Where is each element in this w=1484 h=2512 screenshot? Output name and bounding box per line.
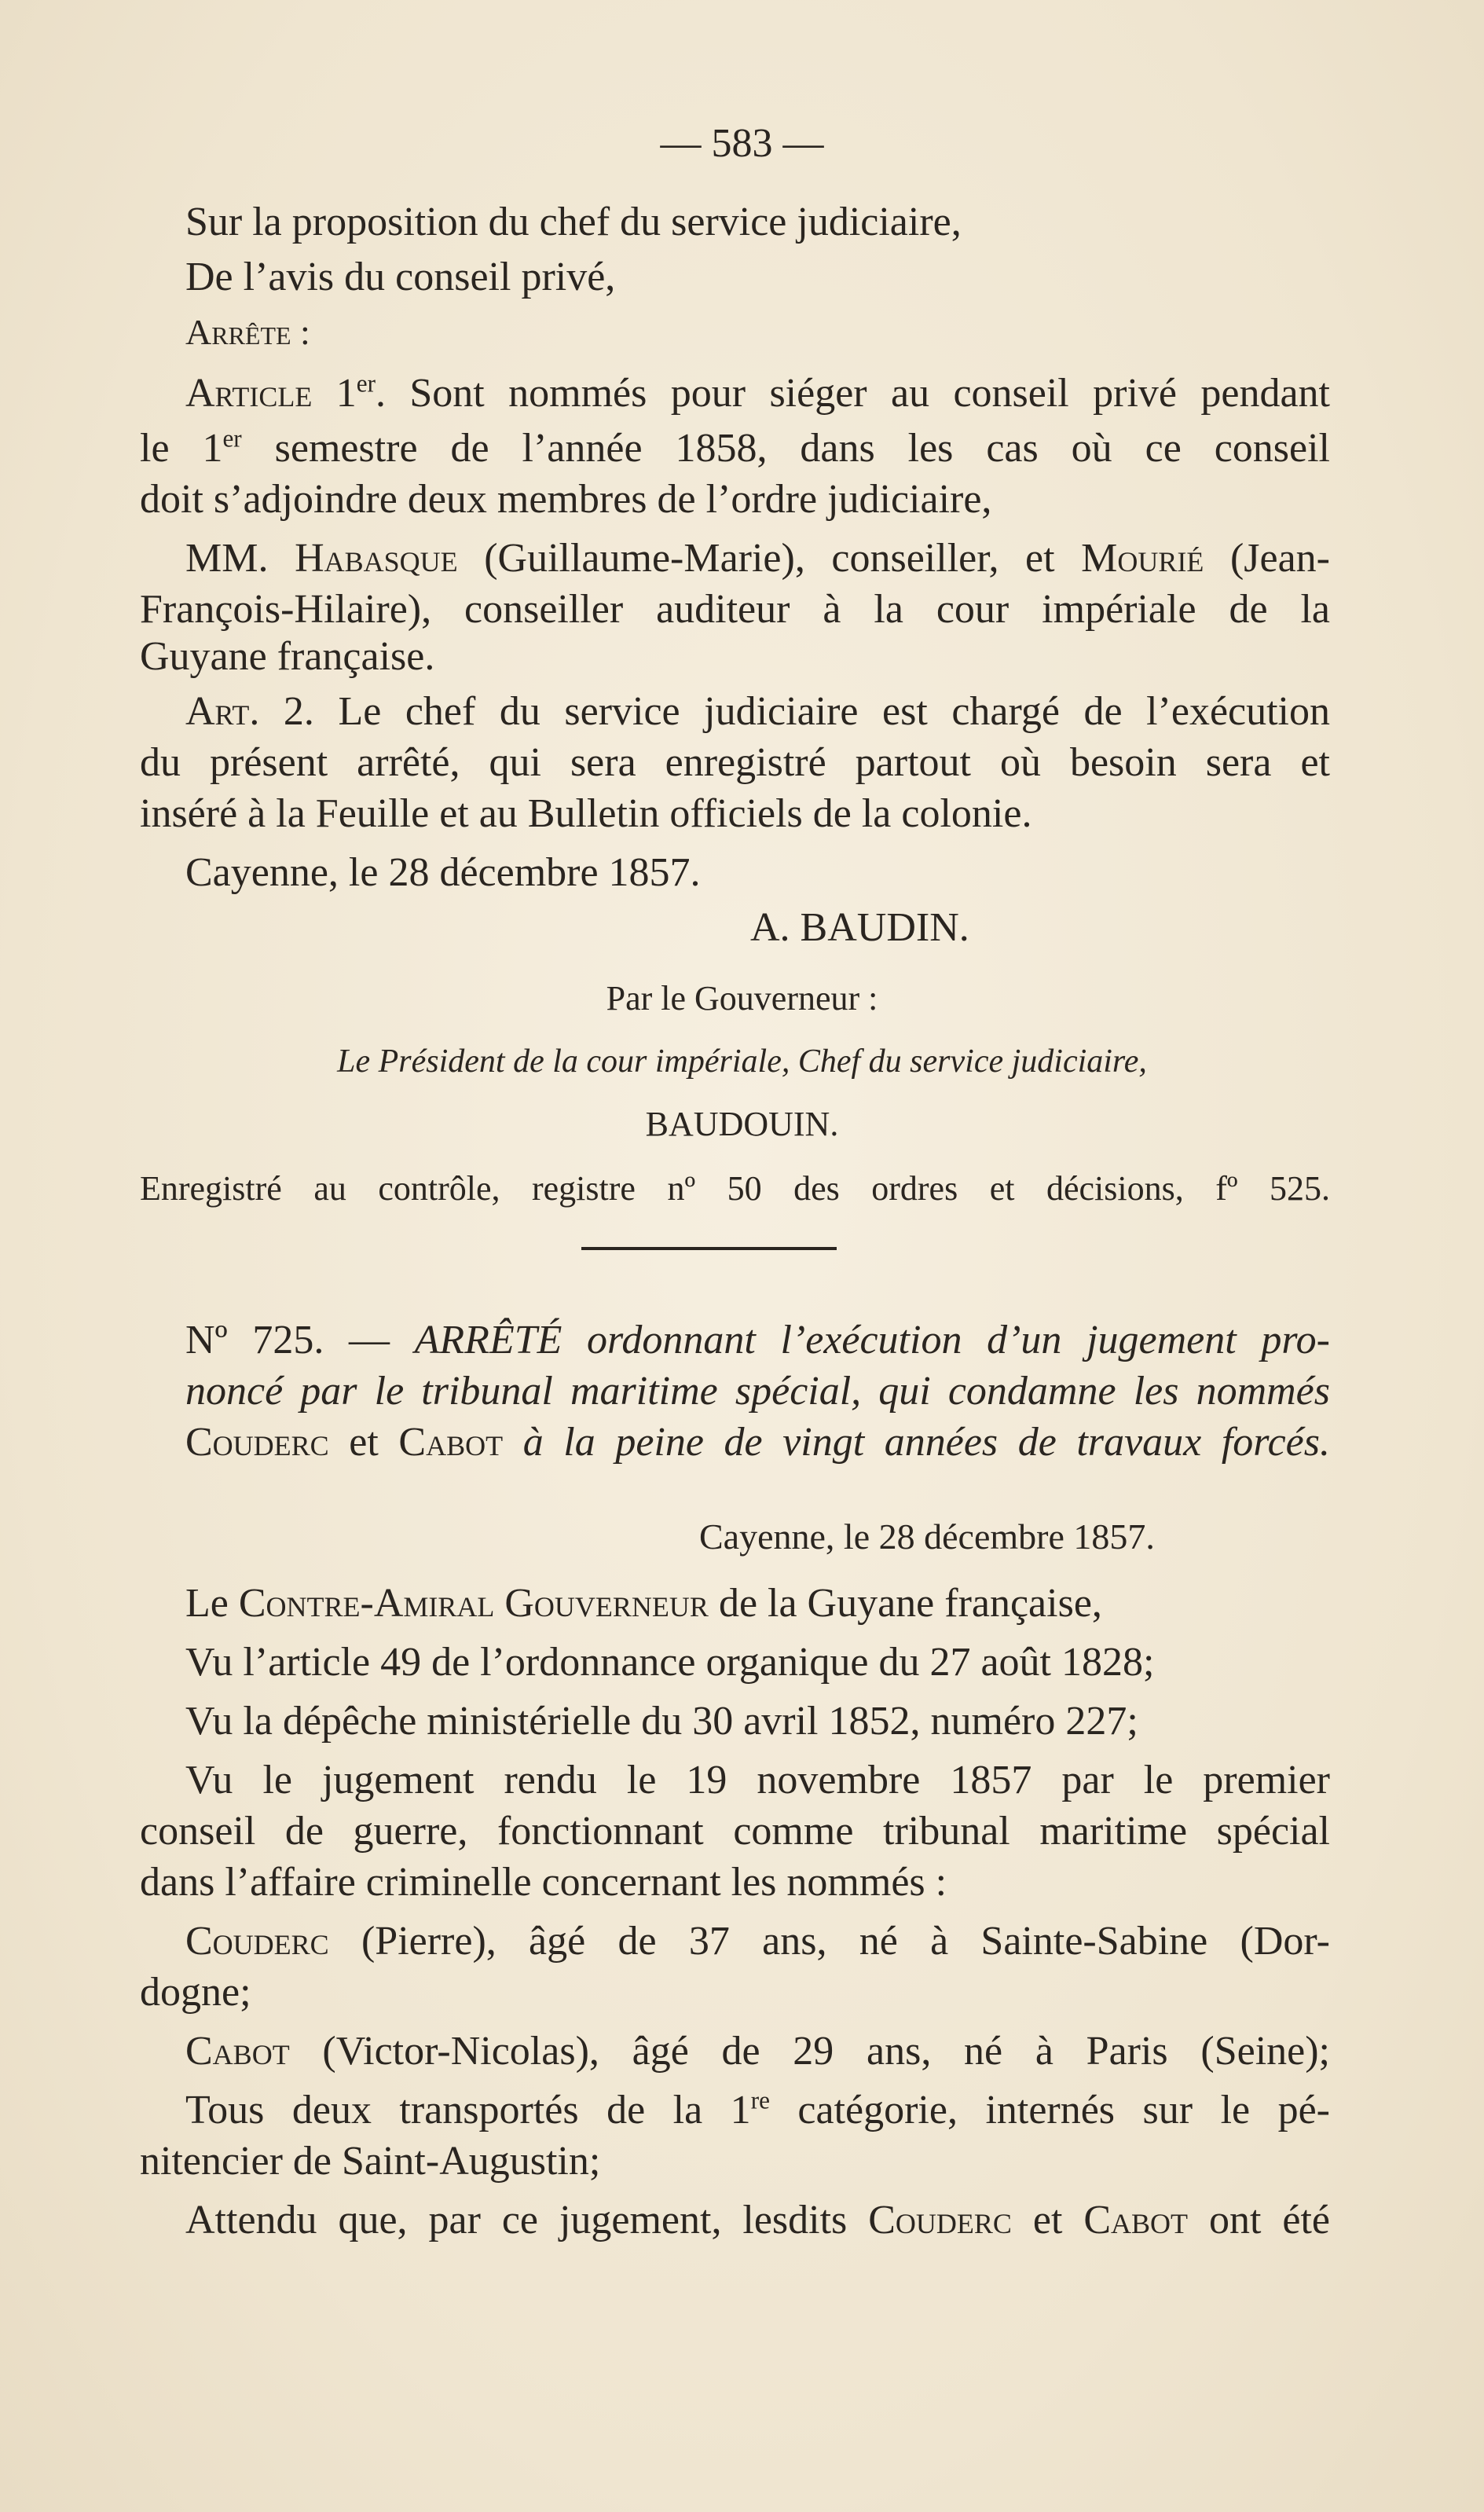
- text-line: [140, 424, 1330, 473]
- person-name: Couderc: [185, 1420, 329, 1465]
- decree-title-text: ARRÊTÉ ordonnant l’exécution d’un jugement pro-: [414, 1318, 1330, 1362]
- person-name: Cabot: [398, 1420, 504, 1465]
- text-run: Tous deux transportés de la 1: [185, 2088, 751, 2132]
- text-run: (Jean-: [1204, 536, 1330, 581]
- text-run: et: [1011, 2198, 1084, 2242]
- text-line: dogne;: [140, 1970, 251, 2015]
- registration-note: Enregistré au contrôle, registre nº 50 des ordres et décisions, fº 525.: [140, 1169, 1330, 1208]
- article-1-line: [185, 369, 1330, 418]
- arrete-heading: Arrête :: [185, 312, 310, 352]
- article-label: Article 1: [185, 371, 357, 416]
- text-run: semestre de l’année 1858, dans les cas où ce conseil: [241, 426, 1330, 471]
- text-run: . Sont nommés pour siéger au conseil privé pendant: [376, 371, 1330, 416]
- text-line: [185, 1917, 1330, 1966]
- text-run: (Pierre), âgé de 37 ans, né à Sainte-Sabine (Dor-: [328, 1919, 1330, 1964]
- text-line: doit s’adjoindre deux membres de l’ordre judiciaire,: [140, 477, 992, 522]
- text-line: inséré à la Feuille et au Bulletin officiels de la colonie.: [140, 791, 1032, 836]
- decree-title-line: [185, 1316, 1330, 1365]
- decree-title-line: noncé par le tribunal maritime spécial, qui condamne les nommés: [185, 1369, 1330, 1414]
- text-line: De l’avis du conseil privé,: [185, 255, 616, 299]
- text-line: nitencier de Saint-Augustin;: [140, 2139, 601, 2184]
- text-run: (Victor-Nicolas), âgé de 29 ans, né à Paris (Seine);: [289, 2029, 1330, 2074]
- text-line: Sur la proposition du chef du service judiciaire,: [185, 200, 962, 244]
- article-2-line: [185, 688, 1330, 736]
- signature: A. BAUDIN.: [750, 905, 969, 950]
- text-run: MM.: [185, 536, 295, 581]
- text-line: dans l’affaire criminelle concernant les nommés :: [140, 1860, 947, 1905]
- signature-baudouin: BAUDOUIN.: [645, 1105, 839, 1143]
- text-line: [185, 2086, 1330, 2135]
- text-line: du présent arrêté, qui sera enregistré partout où besoin sera et: [140, 740, 1330, 785]
- text-run: et: [328, 1420, 399, 1465]
- text-line: Vu la dépêche ministérielle du 30 avril 1852, numéro 227;: [185, 1699, 1138, 1744]
- decree-number: Nº 725. —: [185, 1318, 415, 1362]
- text-line: [185, 2027, 1330, 2076]
- ordinal-sup: re: [750, 2086, 770, 2114]
- title-run: Contre-Amiral Gouverneur: [238, 1581, 709, 1626]
- person-name: Couderc: [185, 1919, 329, 1964]
- president-title: Le Président de la cour impériale, Chef du service judiciaire,: [337, 1043, 1147, 1080]
- person-name: Mourié: [1081, 536, 1204, 581]
- text-line: Vu l’article 49 de l’ordonnance organique du 27 août 1828;: [185, 1640, 1155, 1685]
- decree-date: Cayenne, le 28 décembre 1857.: [699, 1516, 1155, 1557]
- text-line: conseil de guerre, fonctionnant comme tribunal maritime spécial: [140, 1809, 1330, 1854]
- person-name: Habasque: [295, 536, 458, 581]
- text-line: Vu le jugement rendu le 19 novembre 1857 par le premier: [185, 1758, 1330, 1802]
- person-name: Cabot: [185, 2029, 290, 2074]
- person-name: Couderc: [868, 2198, 1012, 2242]
- text-run: ont été: [1188, 2198, 1330, 2242]
- text-run: Attendu que, par ce jugement, lesdits: [185, 2198, 869, 2242]
- text-line: [185, 534, 1330, 583]
- text-line: [185, 1579, 1330, 1628]
- place-date: Cayenne, le 28 décembre 1857.: [185, 850, 701, 895]
- text-run: (Guillaume-Marie), conseiller, et: [457, 536, 1082, 581]
- par-le-gouverneur: Par le Gouverneur :: [606, 979, 878, 1018]
- text-run: à la peine de vingt années de travaux forcés.: [503, 1420, 1330, 1465]
- text-run: catégorie, internés sur le pé-: [769, 2088, 1330, 2132]
- page-number: — 583 —: [660, 121, 824, 166]
- text-run: Le chef du service judiciaire est chargé de l’exécution: [313, 689, 1330, 734]
- text-line: Guyane française.: [140, 634, 435, 679]
- person-name: Cabot: [1083, 2198, 1189, 2242]
- text-run: de la Guyane française,: [708, 1581, 1102, 1626]
- text-line: [185, 2196, 1330, 2245]
- text-line: François-Hilaire), conseiller auditeur à la cour impériale de la: [140, 587, 1330, 632]
- ordinal-sup: er: [356, 369, 376, 398]
- decree-title-line: [185, 1418, 1330, 1467]
- text-run: le 1: [140, 426, 223, 471]
- section-divider: [581, 1247, 837, 1250]
- ordinal-sup: er: [222, 424, 242, 453]
- text-run: Le: [185, 1581, 239, 1626]
- article-label: Art. 2.: [185, 689, 314, 734]
